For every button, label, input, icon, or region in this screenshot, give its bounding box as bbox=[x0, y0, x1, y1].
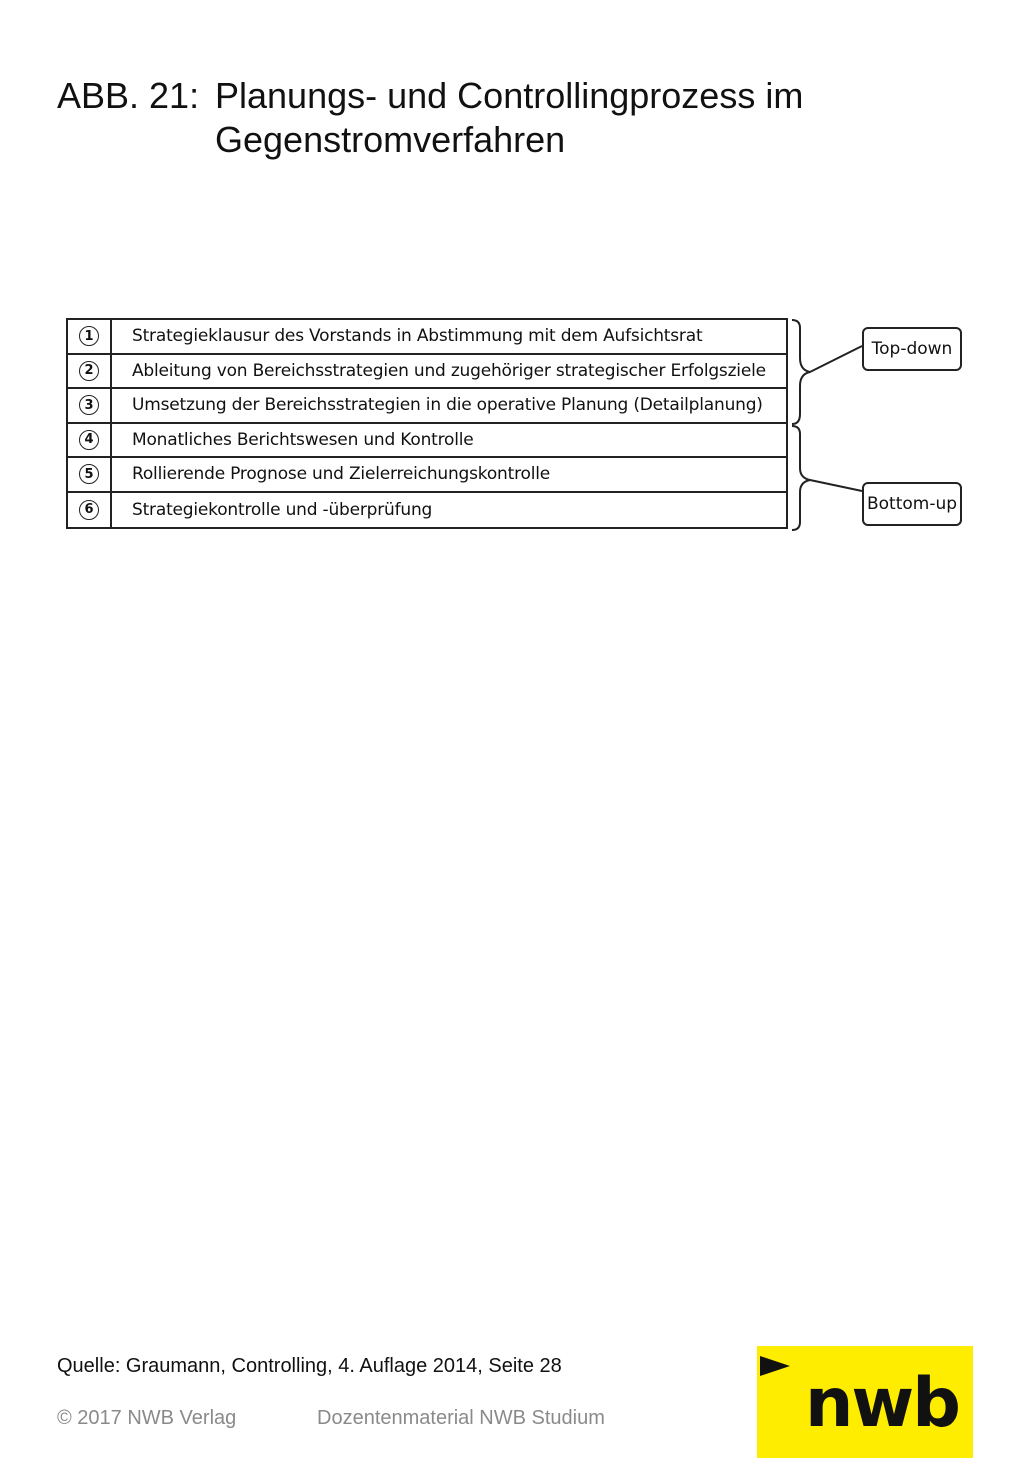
bottom-up-brace bbox=[792, 426, 862, 491]
step-text: Strategiekontrolle und -überprüfung bbox=[132, 499, 433, 520]
figure-title-line-2: Gegenstromverfahren bbox=[215, 119, 566, 160]
step-row bbox=[68, 458, 786, 493]
step-row bbox=[68, 493, 786, 528]
process-steps-table bbox=[66, 318, 788, 529]
step-number-badge: 1 bbox=[79, 326, 99, 346]
step-number-cell bbox=[68, 458, 112, 491]
bottom-up-callout: Bottom-up bbox=[862, 482, 962, 526]
footer-material: Dozentenmaterial NWB Studium bbox=[317, 1407, 605, 1429]
play-arrow-icon bbox=[758, 1354, 792, 1378]
figure-number: ABB. 21: bbox=[57, 75, 200, 116]
step-number-badge: 6 bbox=[79, 500, 99, 520]
step-text: Ableitung von Bereichsstrategien und zugehöriger strategischer Erfolgsziele bbox=[132, 360, 766, 381]
step-number-badge: 5 bbox=[79, 464, 99, 484]
logo-wordmark: nwb bbox=[805, 1364, 959, 1443]
figure-title-line-1: Planungs- und Controllingprozess im bbox=[215, 75, 804, 116]
nwb-logo bbox=[757, 1346, 973, 1458]
top-down-brace bbox=[792, 320, 862, 372]
top-down-brace-lower bbox=[792, 372, 810, 424]
step-row bbox=[68, 355, 786, 390]
footer-copyright: © 2017 NWB Verlag bbox=[57, 1407, 237, 1429]
step-number-badge: 3 bbox=[79, 395, 99, 415]
step-text: Monatliches Berichtswesen und Kontrolle bbox=[132, 429, 474, 450]
step-number-badge: 2 bbox=[79, 361, 99, 381]
top-down-callout: Top-down bbox=[862, 327, 962, 371]
step-number-cell bbox=[68, 493, 112, 528]
bottom-up-brace-lower bbox=[792, 480, 810, 530]
step-number-cell bbox=[68, 355, 112, 388]
step-text: Umsetzung der Bereichsstrategien in die operative Planung (Detailplanung) bbox=[132, 395, 763, 416]
step-number-cell bbox=[68, 320, 112, 353]
step-row bbox=[68, 424, 786, 459]
step-number-cell bbox=[68, 424, 112, 457]
source-note: Quelle: Graumann, Controlling, 4. Auflage 2014, Seite 28 bbox=[57, 1355, 562, 1377]
step-row bbox=[68, 389, 786, 424]
grouping-braces bbox=[788, 316, 868, 536]
step-number-badge: 4 bbox=[79, 430, 99, 450]
step-text: Rollierende Prognose und Zielerreichungskontrolle bbox=[132, 464, 550, 485]
step-text: Strategieklausur des Vorstands in Abstimmung mit dem Aufsichtsrat bbox=[132, 326, 703, 347]
step-row bbox=[68, 320, 786, 355]
step-number-cell bbox=[68, 389, 112, 422]
